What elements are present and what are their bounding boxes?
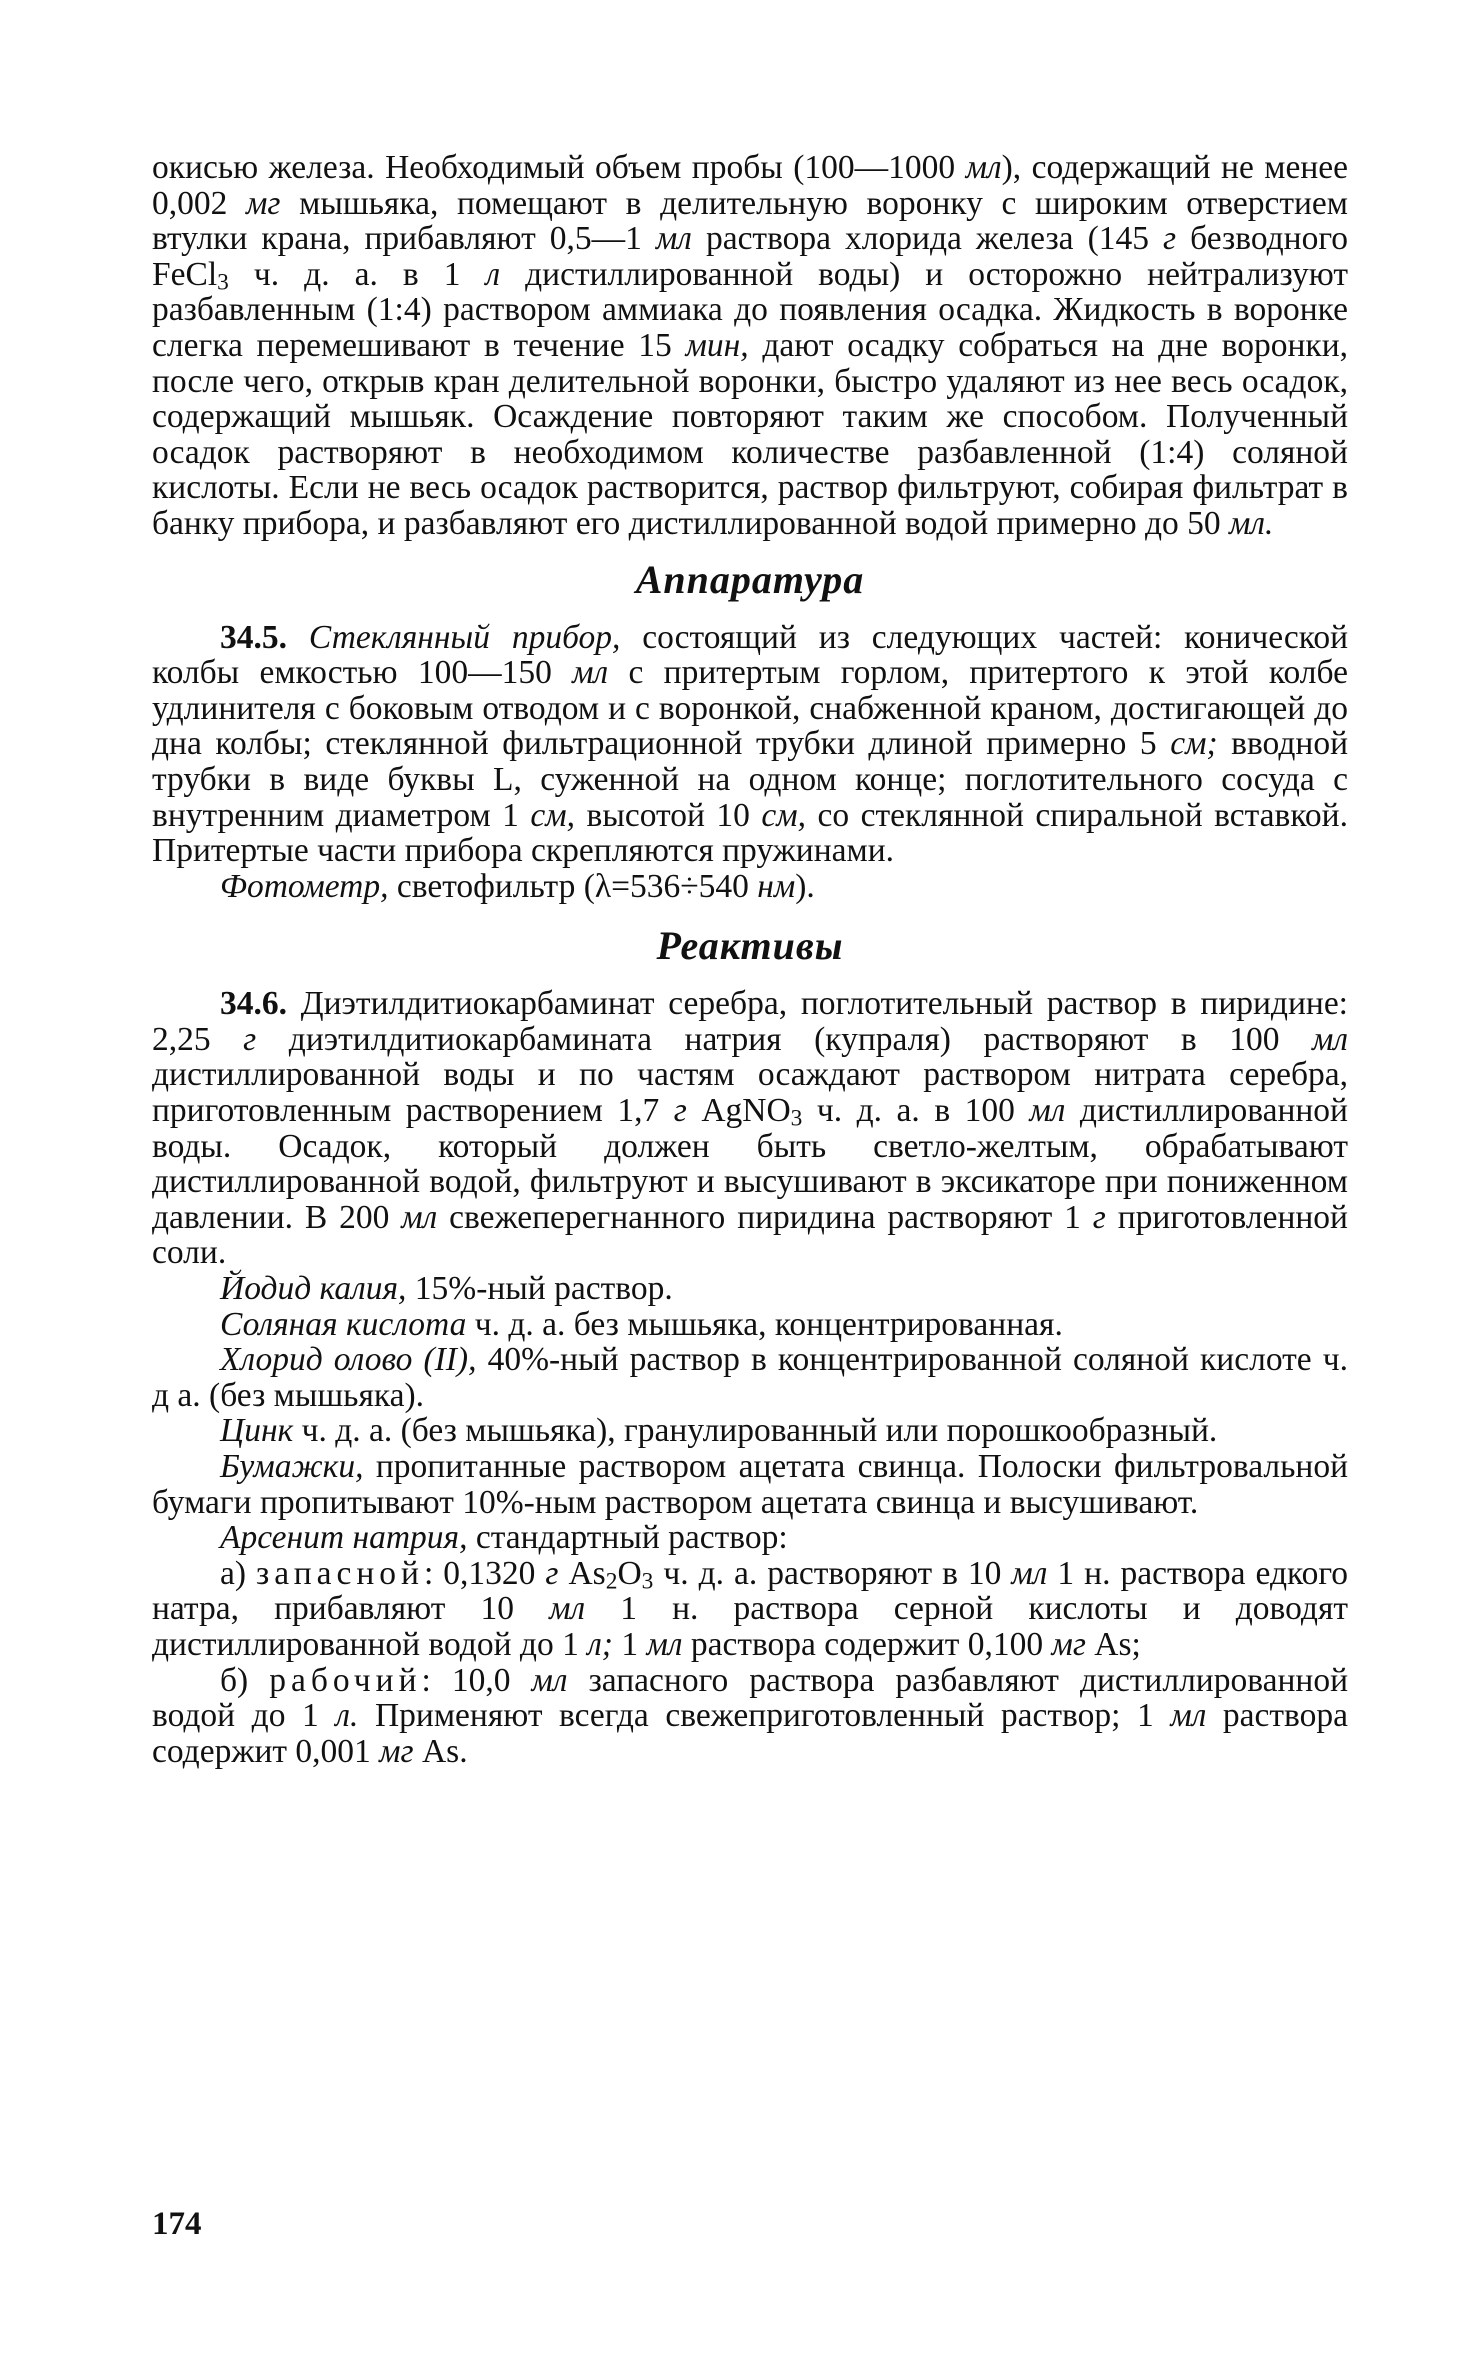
text-run: раствора хлорида железа (145 [691, 220, 1164, 258]
unit: л. [335, 1697, 359, 1735]
text-run: раствора содержит 0,100 [682, 1625, 1052, 1663]
unit: г [243, 1020, 257, 1058]
subscript: 3 [217, 269, 229, 296]
text-run: безводного FeCl [152, 220, 1348, 293]
item-name: Хлорид олово (II), [220, 1341, 477, 1379]
intro-paragraph [152, 150, 1348, 542]
text-run: 1 н. раствора едкого натра, прибавляют 10 [152, 1554, 1348, 1628]
unit: г [545, 1554, 559, 1592]
unit: мин, [685, 326, 749, 364]
book-page [152, 150, 1348, 1769]
unit: г [1163, 220, 1177, 258]
unit: л [485, 255, 501, 293]
paragraph-tin-chloride [152, 1342, 1348, 1413]
unit: мл [549, 1590, 586, 1628]
subscript: 3 [641, 1568, 654, 1595]
paragraph-34-6 [152, 986, 1348, 1271]
paragraph-working-solution [152, 1663, 1348, 1770]
paragraph-34-5 [152, 620, 1348, 869]
unit: мл [655, 220, 692, 258]
unit: г [673, 1092, 687, 1130]
unit: мл [646, 1625, 683, 1663]
text-run: состоящий из следующих частей: конической колбы емкостью 100—150 [152, 618, 1349, 692]
text-run: вводной трубки в виде буквы L, суженной на одном конце; поглотительного сосуда с внутренним диаметром 1 [152, 725, 1348, 834]
text-run: : 10,0 [421, 1661, 532, 1699]
text-run: дистиллированной воды. Осадок, который должен быть светло-желтым, обрабатывают дистиллированной водой, фильтруют и высушивают в эксикаторе при пониженном давлении. В 200 [152, 1092, 1348, 1236]
item-name: Цинк [220, 1412, 294, 1450]
text-run: стандартный раствор: [467, 1519, 788, 1557]
list-label: б) [220, 1661, 270, 1699]
paragraph-stock-solution [152, 1556, 1348, 1663]
text-run: пропитанные раствором ацетата свинца. Полоски фильтровальной бумаги пропитывают 10%-ным раствором ацетата свинца и высушивают. [152, 1448, 1348, 1521]
unit: см; [1170, 725, 1218, 763]
item-name: Соляная кислота [220, 1305, 467, 1343]
text-run: окисью железа. Необходимый объем пробы (100—1000 [152, 149, 966, 186]
text-run: As. [413, 1732, 468, 1770]
unit: мл [531, 1661, 568, 1699]
text-run: приготовленной соли. [152, 1198, 1348, 1272]
item-name: Йодид калия, [220, 1270, 407, 1308]
paragraph-photometer [152, 869, 1348, 905]
text-run: 1 [612, 1625, 647, 1663]
spaced-term: запасной [256, 1554, 424, 1592]
unit: мл [572, 654, 609, 692]
text-run: Диэтилдитиокарбаминат серебра, поглотительный раствор в пиридине: 2,25 [152, 985, 1348, 1058]
text-run: ч. д. а. (без мышьяка), гранулированный или порошкообразный. [293, 1412, 1218, 1450]
paragraph-hydrochloric-acid [152, 1307, 1348, 1343]
text-run: AgNO [686, 1092, 791, 1130]
subscript: 3 [790, 1105, 803, 1132]
paragraph-number: 34.5. [220, 618, 287, 656]
section-title-reagents: Реактивы [656, 923, 844, 969]
text-run: дистиллированной воды и по частям осаждают раствором нитрата серебра, приготовленным растворением 1,7 [152, 1056, 1348, 1130]
text-run: диэтилдитиокарбамината натрия (купраля) растворяют в 100 [256, 1020, 1313, 1058]
paragraph-sodium-arsenite [152, 1520, 1348, 1556]
item-name: Арсенит натрия, [220, 1519, 468, 1557]
paragraph-lead-acetate-paper [152, 1449, 1348, 1520]
unit: г [1092, 1198, 1106, 1236]
text-run: мышьяка, помещают в делительную воронку с широким отверстием втулки крана, прибавляют 0,5—1 [152, 184, 1348, 258]
unit: мл [1170, 1697, 1207, 1735]
text-run: Применяют всегда свежеприготовленный раствор; 1 [358, 1697, 1171, 1735]
list-label: а) [220, 1554, 257, 1592]
text-run: ч. д. а. в 100 [802, 1092, 1030, 1130]
unit: мл [1312, 1020, 1349, 1058]
text-run: As; [1085, 1625, 1141, 1663]
paragraph-potassium-iodide [152, 1271, 1348, 1307]
text-run: высотой 10 [575, 796, 762, 834]
text-run: 40%-ный раствор в концентрированной соляной кислоте ч. д а. (без мышьяка). [152, 1341, 1348, 1414]
paragraph-number: 34.6. [220, 985, 287, 1023]
unit: мг [1051, 1625, 1086, 1663]
unit: нм [757, 867, 796, 905]
text-run: дистиллированной воды) и осторожно нейтрализуют разбавленным (1:4) раствором аммиака до появления осадка. Жидкость в воронке слегка перемешивают в течение 15 [152, 255, 1348, 364]
text-run: : 0,1320 [423, 1554, 546, 1592]
item-name: Бумажки, [220, 1448, 364, 1485]
text-run: 15%-ный раствор. [406, 1270, 673, 1308]
unit: мл. [1229, 504, 1274, 542]
text-run: ч. д. а. без мышьяка, концентрированная. [466, 1305, 1063, 1343]
text-run: O [617, 1554, 642, 1592]
page-number: 174 [152, 2206, 202, 2242]
text-run: ч. д. а. растворяют в 10 [653, 1554, 1012, 1592]
text-run: свежеперегнанного пиридина растворяют 1 [437, 1198, 1093, 1236]
text-run: запасного раствора разбавляют дистиллированной водой до 1 [152, 1661, 1348, 1735]
subscript: 2 [605, 1568, 618, 1595]
text-run: с притертым горлом, притертого к этой колбе удлинителя с боковым отводом и с воронкой, снабженной краном, достигающей до дна колбы; стеклянной фильтрационной трубки длиной примерно 5 [152, 654, 1348, 763]
unit: см, [761, 796, 806, 834]
text-run: со стеклянной спиральной вставкой. Притертые части прибора скрепляются пружинами. [152, 796, 1348, 870]
text-run: 1 н. раствора серной кислоты и доводят дистиллированной водой до 1 [152, 1590, 1349, 1663]
text-run: As [558, 1554, 606, 1592]
item-name: Фотометр, [220, 867, 389, 905]
text-run: дают осадку собраться на дне воронки, после чего, открыв кран делительной воронки, быстро удаляют из нее весь осадок, содержащий мышьяк. Осаждение повторяют таким же способом. Полученный осадок растворяют в необходимом количестве разбавленной (1:4) соляной кислоты. Если не весь осадок растворится, раствор фильтруют, собирая фильтрат в банку прибора, и разбавляют его дистиллированной водой примерно до 50 [152, 326, 1349, 542]
text-run: раствора содержит 0,001 [152, 1697, 1349, 1770]
text-run: светофильтр (λ=536÷540 [388, 867, 758, 905]
text-run: ч. д. а. в 1 [228, 255, 486, 293]
unit: мл [1011, 1554, 1048, 1592]
section-title-apparatus: Аппаратура [635, 556, 865, 602]
text-run: ), содержащий не менее 0,002 [152, 149, 1349, 222]
paragraph-zinc [152, 1413, 1348, 1449]
unit: л; [587, 1625, 613, 1663]
unit: мл [965, 149, 1002, 186]
unit: мл [1029, 1092, 1066, 1130]
unit: мг [246, 184, 281, 222]
unit: см, [530, 796, 576, 834]
spaced-term: рабочий [269, 1661, 422, 1699]
unit: мл [401, 1198, 438, 1236]
item-name: Стеклянный прибор, [308, 618, 621, 656]
unit: мг [379, 1732, 414, 1770]
text-run: ). [795, 867, 815, 905]
